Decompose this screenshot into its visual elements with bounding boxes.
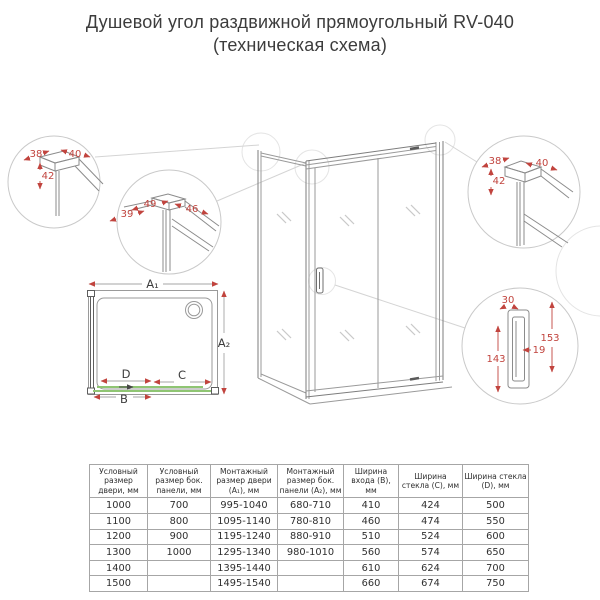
table-cell: [148, 560, 211, 576]
detail-circle-outline: [8, 136, 100, 228]
table-row: [90, 576, 529, 592]
roller-bracket-top: [410, 148, 419, 150]
table-header-cell: Монтажный размер бок. панели (А₂), мм: [278, 465, 344, 498]
wall-bracket-plan: [212, 388, 219, 395]
side-panel-bottom-edge: [261, 374, 306, 393]
table-header-cell: Ширина входа (B), мм: [344, 465, 399, 498]
table-cell: 510: [344, 529, 399, 545]
dimension-label-49: 49: [143, 199, 157, 210]
drain-circle-inner: [188, 304, 200, 316]
top-rail-mid: [306, 147, 436, 166]
table-header-cell: Ширина стекла (C), мм: [399, 465, 463, 498]
table-cell: 1000: [148, 545, 211, 561]
detail-circle-outline: [462, 288, 578, 404]
leader-line: [335, 285, 465, 328]
dimension-label-40: 40: [535, 158, 549, 169]
dimension-label-38: 38: [29, 149, 43, 160]
plan-label-a2: A₂: [217, 336, 231, 350]
table-cell: 750: [463, 576, 529, 592]
table-cell: 474: [399, 514, 463, 530]
wall-bracket-plan: [88, 291, 95, 297]
table-cell: 900: [148, 529, 211, 545]
table-row: [90, 498, 529, 514]
detail-circle-outline: [117, 170, 221, 274]
page-title-line2: (техническая схема): [212, 35, 388, 55]
page-title-line1: Душевой угол раздвижной прямоугольный RV-040: [85, 12, 515, 32]
table-cell: [278, 576, 344, 592]
table-cell: 1300: [90, 545, 148, 561]
dimensions-table: [89, 464, 529, 592]
plan-label-d: D: [121, 367, 131, 381]
dimension-label-30: 30: [501, 295, 515, 306]
table-cell: [148, 576, 211, 592]
table-cell: 880-910: [278, 529, 344, 545]
dimension-label-42: 42: [492, 176, 506, 187]
table-cell: 1495-1540: [211, 576, 278, 592]
zoom-source-circle: [295, 150, 329, 184]
table-cell: 680-710: [278, 498, 344, 514]
table-row: [90, 545, 529, 561]
table-cell: 1295-1340: [211, 545, 278, 561]
plan-label-c: C: [177, 368, 187, 382]
zoom-source-circle: [309, 268, 336, 295]
table-cell: 610: [344, 560, 399, 576]
tray-front-edge: [310, 387, 452, 404]
table-cell: 674: [399, 576, 463, 592]
plan-label-b: B: [120, 392, 128, 406]
top-rail: [306, 143, 436, 161]
table-cell: 1500: [90, 576, 148, 592]
table-row: [90, 560, 529, 576]
tray-inner-rect: [97, 298, 212, 389]
table-cell: 424: [399, 498, 463, 514]
table-cell: 980-1010: [278, 545, 344, 561]
table-cell: 560: [344, 545, 399, 561]
roller-bracket-bottom: [410, 378, 419, 380]
table-cell: 1200: [90, 529, 148, 545]
table-cell: 1195-1240: [211, 529, 278, 545]
table-cell: 624: [399, 560, 463, 576]
table-cell: 600: [463, 529, 529, 545]
dimensions-table-body: [90, 498, 529, 592]
dimension-label-42: 42: [41, 171, 55, 182]
table-cell: 574: [399, 545, 463, 561]
table-cell: 1395-1440: [211, 560, 278, 576]
table-header-cell: Монтажный размер двери (А₁), мм: [211, 465, 278, 498]
table-row: [90, 514, 529, 530]
table-cell: 660: [344, 576, 399, 592]
door-handle-3d: [317, 268, 324, 293]
detail-circle-top-left: [8, 136, 103, 228]
table-cell: 1400: [90, 560, 148, 576]
table-cell: 650: [463, 545, 529, 561]
dimension-label-153: 153: [540, 333, 560, 344]
table-cell: 1095-1140: [211, 514, 278, 530]
table-cell: [278, 560, 344, 576]
table-cell: 780-810: [278, 514, 344, 530]
dimension-label-38: 38: [488, 156, 502, 167]
plan-label-a1: A₁: [146, 277, 159, 291]
table-cell: 700: [463, 560, 529, 576]
table-cell: 550: [463, 514, 529, 530]
bottom-rail: [306, 382, 443, 397]
dimensions-table-head: [90, 465, 529, 498]
detail-circle-handle: [462, 288, 578, 404]
table-cell: 700: [148, 498, 211, 514]
shower-enclosure-3d-view: [258, 141, 452, 404]
glass-shine-marks: [277, 205, 420, 341]
plan-view: [88, 277, 231, 406]
detail-circle-top-right: [468, 136, 580, 248]
detail-circle-top-middle: [110, 170, 221, 274]
table-header-cell: Условный размер бок. панели, мм: [148, 465, 211, 498]
leader-line: [95, 145, 259, 157]
table-cell: 524: [399, 529, 463, 545]
dimension-label-46: 46: [185, 204, 199, 215]
table-cell: 460: [344, 514, 399, 530]
dimension-label-40: 40: [68, 149, 82, 160]
table-row: [90, 529, 529, 545]
table-cell: 1100: [90, 514, 148, 530]
table-header-cell: Условный размер двери, мм: [90, 465, 148, 498]
dimension-label-19: 19: [532, 345, 546, 356]
bottom-rail-top: [306, 376, 443, 391]
table-header-cell: Ширина стекла (D), мм: [463, 465, 529, 498]
top-rail-bottom: [306, 151, 436, 170]
table-cell: 800: [148, 514, 211, 530]
table-cell: 410: [344, 498, 399, 514]
table-header-row: [90, 465, 529, 498]
table-cell: 995-1040: [211, 498, 278, 514]
dimension-label-39: 39: [120, 209, 134, 220]
table-cell: 1000: [90, 498, 148, 514]
dimension-label-143: 143: [486, 354, 506, 365]
table-cell: 500: [463, 498, 529, 514]
